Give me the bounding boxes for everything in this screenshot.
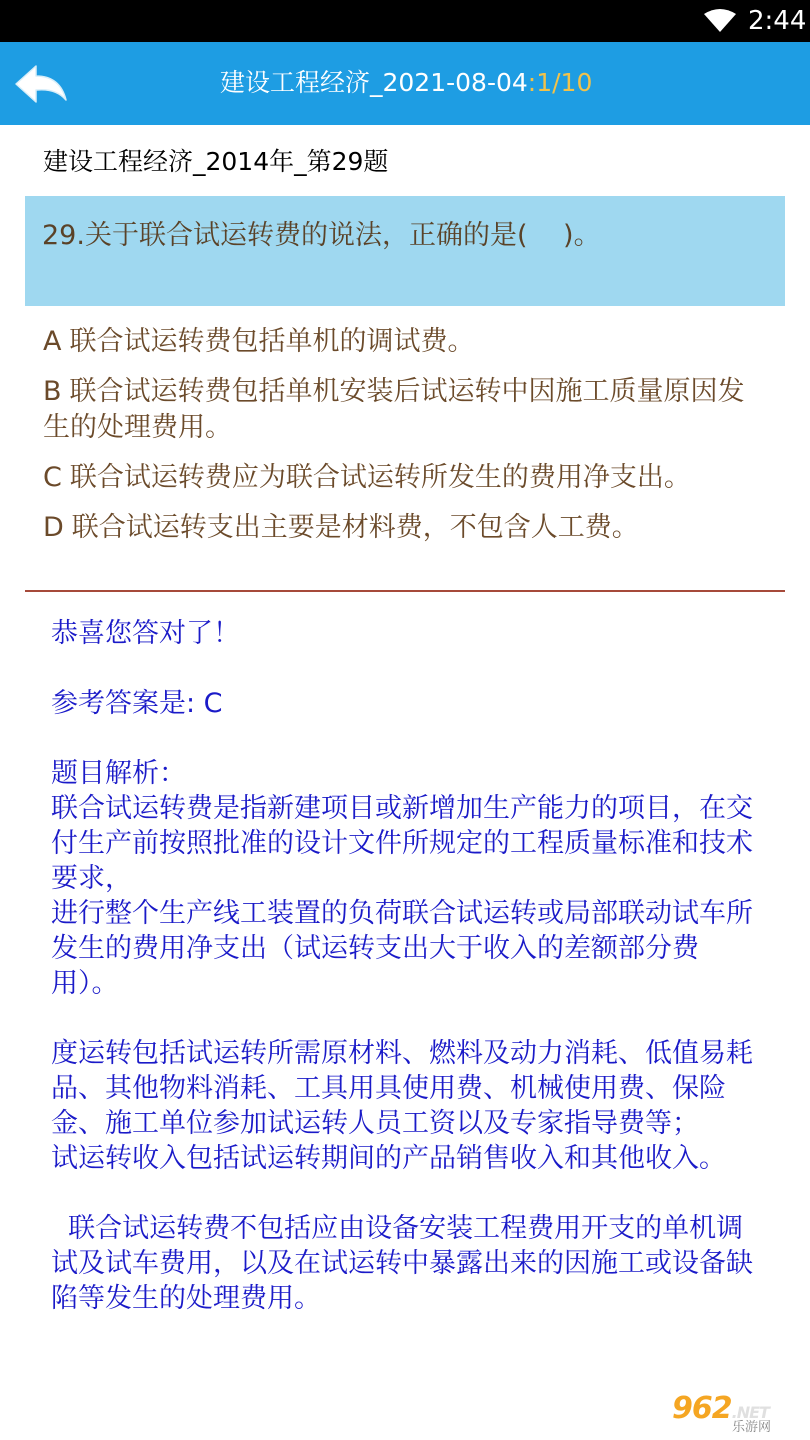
question-source: 建设工程经济_2014年_第29题: [43, 147, 389, 176]
option-d[interactable]: [43, 510, 768, 546]
option-c[interactable]: [43, 460, 768, 496]
answer-explanation: [51, 616, 763, 1316]
option-letter: D: [43, 512, 64, 543]
watermark-logo: [672, 1392, 804, 1436]
option-text: 联合试运转费包括单机的调试费。: [69, 326, 475, 357]
question-text: 29.关于联合试运转费的说法，正确的是( )。: [42, 220, 601, 251]
question-box: [25, 196, 785, 306]
option-b[interactable]: [43, 374, 768, 446]
analysis-paragraph: 试运转收入包括试运转期间的产品销售收入和其他收入。: [51, 1143, 726, 1174]
status-bar: [0, 0, 810, 42]
analysis-paragraph: 进行整个生产线工装置的负荷联合试运转或局部联动试车所发生的费用净支出（试运转支出大于收入的差额部分费用）。: [51, 898, 753, 999]
divider: [25, 590, 785, 592]
option-text: 联合试运转支出主要是材料费，不包含人工费。: [71, 512, 639, 543]
reference-answer: 参考答案是: C: [51, 688, 223, 719]
title-text: 建设工程经济_2021-08-04: [220, 68, 528, 97]
option-a[interactable]: [43, 324, 768, 360]
option-letter: A: [43, 326, 62, 357]
option-letter: B: [43, 376, 62, 407]
option-letter: C: [43, 462, 62, 493]
watermark-number: 962.NET: [672, 1391, 769, 1426]
page-title: [220, 66, 592, 100]
app-bar: [0, 42, 810, 125]
option-text: 联合试运转费应为联合试运转所发生的费用净支出。: [69, 462, 691, 493]
back-arrow-icon[interactable]: [10, 97, 72, 116]
option-text: 联合试运转费包括单机安装后试运转中因施工质量原因发生的处理费用。: [43, 376, 745, 443]
options-list: [43, 324, 768, 560]
question-counter: :1/10: [527, 68, 593, 97]
analysis-paragraph: 联合试运转费不包括应由设备安装工程费用开支的单机调试及试车费用，以及在试运转中暴露出来的因施工或设备缺陷等发生的处理费用。: [51, 1213, 753, 1314]
status-time: 2:44: [748, 6, 807, 36]
analysis-paragraph: 度运转包括试运转所需原材料、燃料及动力消耗、低值易耗品、其他物料消耗、工具用具使用费、机械使用费、保险金、施工单位参加试运转人员工资以及专家指导费等；: [51, 1038, 753, 1139]
analysis-paragraph: 联合试运转费是指新建项目或新增加生产能力的项目，在交付生产前按照批准的设计文件所规定的工程质量标准和技术要求，: [51, 793, 753, 894]
analysis-title: 题目解析：: [51, 758, 186, 789]
result-message: 恭喜您答对了！: [51, 618, 240, 649]
watermark-caption: 乐游网: [732, 1420, 772, 1435]
wifi-icon: [703, 9, 737, 33]
back-button[interactable]: [10, 56, 72, 112]
